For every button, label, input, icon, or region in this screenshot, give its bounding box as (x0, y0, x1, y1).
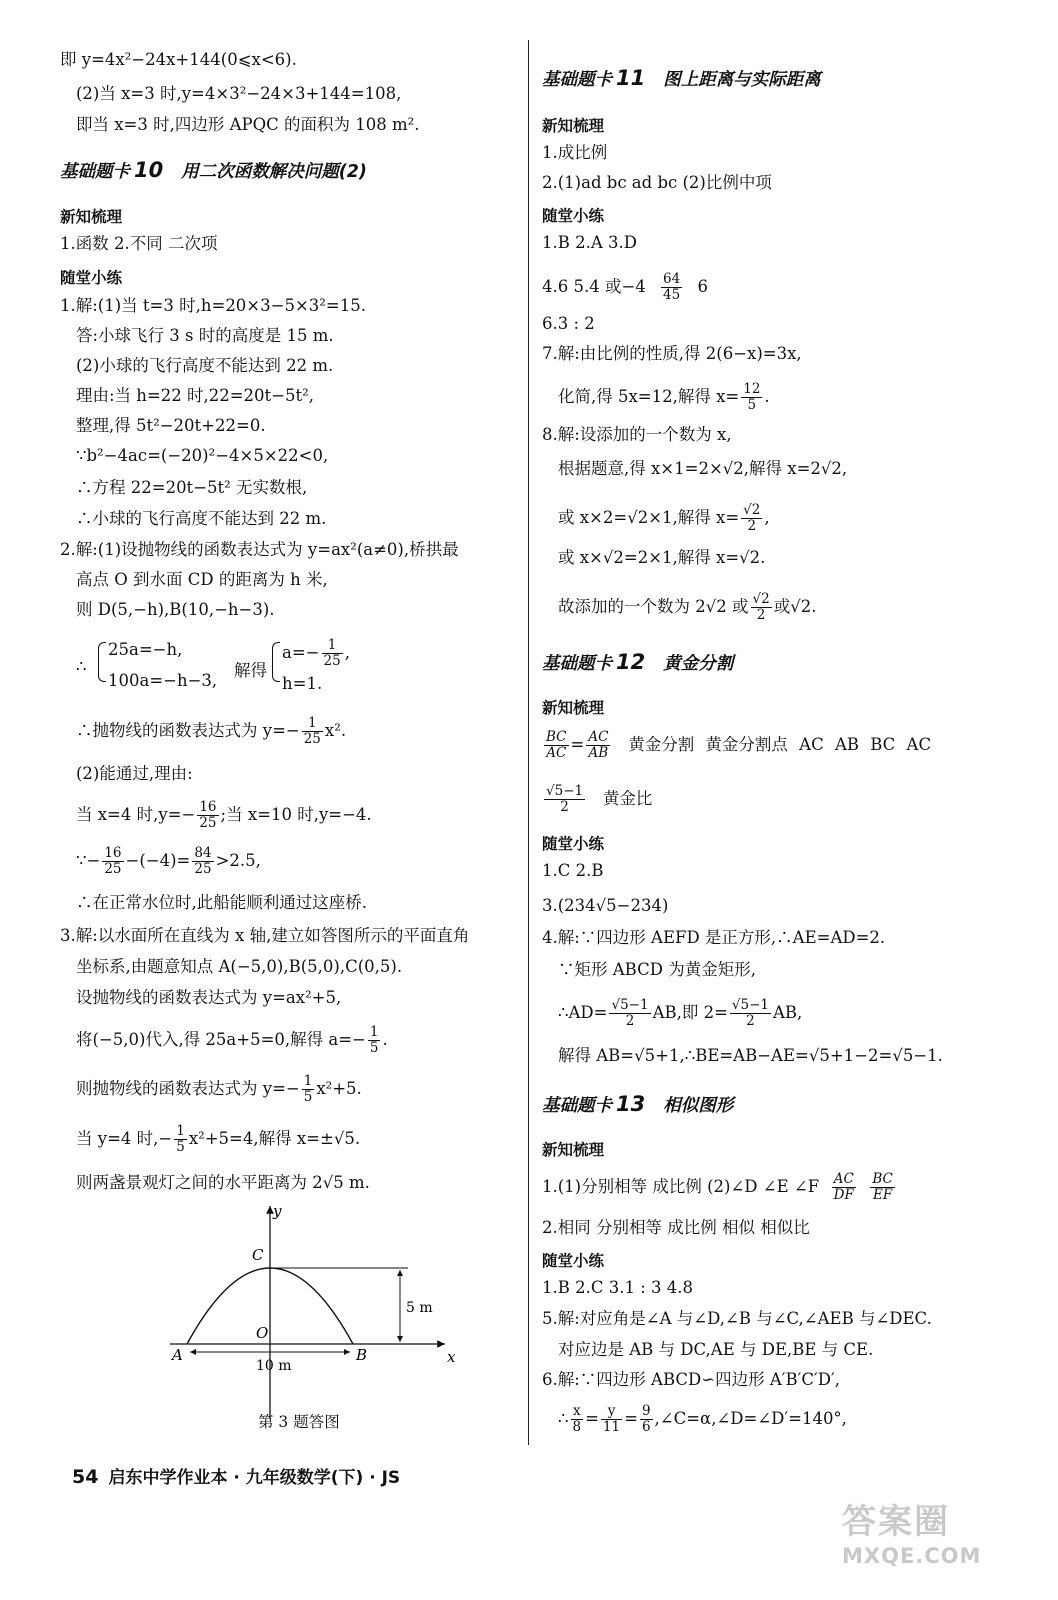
section-label: 随堂小练 (542, 207, 605, 225)
text-line: 坐标系,由题意知点 A(−5,0),B(5,0),C(0,5). (76, 957, 403, 976)
text-line: 将(−5,0)代入,得 25a+5=0,解得 a=− $\frac{1}{5}$ . (76, 1024, 388, 1056)
text-line: 故添加的一个数为 2√2 或 $\frac{√2}{2}$ 或√2. (558, 591, 817, 623)
watermark-text: 答案圈 (842, 1502, 950, 1542)
text-line: 4.解:∵四边形 AEFD 是正方形,∴AE=AD=2. (542, 928, 886, 947)
text-line: ∴在正常水位时,此船能顺利通过这座桥. (76, 893, 367, 912)
card-heading: 基础题卡 12 黄金分割 (542, 650, 734, 674)
text-line: ∵矩形 ABCD 为黄金矩形, (558, 960, 756, 979)
a-label: A (172, 1346, 183, 1364)
text-line: 答:小球飞行 3 s 时的高度是 15 m. (76, 326, 334, 345)
text-line: 1.B 2.A 3.D (542, 233, 637, 252)
text-line: ∵b²−4ac=(−20)²−4×5×22<0, (76, 446, 329, 465)
section-label: 随堂小练 (542, 1252, 605, 1270)
card-heading: 基础题卡 13 相似图形 (542, 1092, 734, 1116)
text-line: 6.解:∵四边形 ABCD∽四边形 A′B′C′D′, (542, 1370, 840, 1389)
text-line: 2.解:(1)设抛物线的函数表达式为 y=ax²(a≠0),桥拱最 (60, 540, 459, 559)
text-line: 6.3 : 2 (542, 314, 595, 333)
text-line: 4.6 5.4 或−4 $\frac{64}{45}$ 6 (542, 271, 708, 303)
text-line: 设抛物线的函数表达式为 y=ax²+5, (76, 988, 342, 1007)
equation-system: ∴ 25a=−h, 100a=−h−3, 解得 a=− $\frac{1}{25}$ , h=1. (76, 637, 350, 693)
text-line: 3.(234√5−234) (542, 896, 669, 915)
book-title: 启东中学作业本 · 九年级数学(下) · JS (108, 1468, 401, 1488)
text-line: 1.C 2.B (542, 861, 604, 880)
text-line: 8.解:设添加的一个数为 x, (542, 425, 732, 444)
text-line: 即当 x=3 时,四边形 APQC 的面积为 108 m². (76, 115, 420, 134)
text-line: 解得 AB=√5+1,∴BE=AB−AE=√5+1−2=√5−1. (558, 1046, 943, 1065)
text-line: 对应边是 AB 与 DC,AE 与 DE,BE 与 CE. (558, 1340, 874, 1359)
b-label: B (356, 1346, 368, 1364)
y-label: y (273, 1202, 282, 1220)
text-line: 1.B 2.C 3.1 : 3 4.8 (542, 1278, 693, 1297)
text-line: 或 x×2=√2×1,解得 x= $\frac{√2}{2}$ , (558, 502, 770, 534)
section-label: 新知梳理 (60, 208, 123, 226)
text-line: 1.(1)分别相等 成比例 (2)∠D ∠E ∠F $\frac{AC}{DF}$ $\frac{BC}{EF}$ (542, 1171, 893, 1203)
text-line: (2)当 x=3 时,y=4×3²−24×3+144=108, (76, 84, 402, 103)
text-line: ∴方程 22=20t−5t² 无实数根, (76, 478, 308, 497)
text-line: 5.解:对应角是∠A 与∠D,∠B 与∠C,∠AEB 与∠DEC. (542, 1309, 932, 1328)
column-divider (528, 40, 529, 1445)
text-line: 2.相同 分别相等 成比例 相似 相似比 (542, 1218, 810, 1237)
figure-caption: 第 3 题答图 (258, 1413, 340, 1431)
text-line: 1.函数 2.不同 二次项 (60, 234, 218, 253)
text-line: 或 x×√2=2×1,解得 x=√2. (558, 548, 766, 567)
section-label: 随堂小练 (542, 835, 605, 853)
text-line: 3.解:以水面所在直线为 x 轴,建立如答图所示的平面直角 (60, 926, 470, 945)
section-label: 新知梳理 (542, 117, 605, 135)
section-label: 新知梳理 (542, 1141, 605, 1159)
page-footer (72, 1463, 400, 1488)
text-line: ∴抛物线的函数表达式为 y=− $\frac{1}{25}$ x². (76, 715, 347, 747)
text-line: 理由:当 h=22 时,22=20t−5t², (76, 386, 315, 405)
text-line: 7.解:由比例的性质,得 2(6−x)=3x, (542, 344, 802, 363)
width-label: 10 m (256, 1358, 292, 1374)
text-line: 高点 O 到水面 CD 的距离为 h 米, (76, 570, 328, 589)
card-heading: 基础题卡 10 用二次函数解决问题(2) (60, 158, 367, 182)
text-line: (2)能通过,理由: (76, 764, 193, 783)
text-line: 则 D(5,−h),B(10,−h−3). (76, 600, 275, 619)
c-label: C (252, 1246, 264, 1264)
x-label: x (447, 1348, 456, 1366)
section-label: 随堂小练 (60, 269, 123, 287)
text-line: ∴ $\frac{x}{8}$ = $\frac{y}{11}$ = $\frac{9}{6}$ ,∠C=α,∠D=∠D′=140°, (558, 1403, 847, 1435)
text-line: $\frac{BC}{AC}$ = $\frac{AC}{AB}$ 黄金分割 黄金分割点 AC AB BC AC (546, 729, 932, 761)
text-line: 1.成比例 (542, 143, 608, 162)
text-line: ∴AD= $\frac{√5-1}{2}$ AB,即 2= $\frac{√5-1}{2}$ AB, (558, 997, 803, 1029)
card-heading: 基础题卡 11 图上距离与实际距离 (542, 66, 821, 90)
text-line: 当 y=4 时,− $\frac{1}{5}$ x²+5=4,解得 x=±√5. (76, 1123, 361, 1155)
text-line: (2)小球的飞行高度不能达到 22 m. (76, 356, 334, 375)
text-line: 根据题意,得 x×1=2×√2,解得 x=2√2, (558, 459, 848, 478)
o-label: O (256, 1324, 269, 1342)
text-line: 则抛物线的函数表达式为 y=− $\frac{1}{5}$ x²+5. (76, 1073, 362, 1105)
text-line: 化简,得 5x=12,解得 x= $\frac{12}{5}$ . (558, 381, 770, 413)
height-label: 5 m (406, 1300, 433, 1316)
text-line: $\frac{√5-1}{2}$ 黄金比 (546, 783, 653, 815)
section-label: 新知梳理 (542, 699, 605, 717)
text-line: 整理,得 5t²−20t+22=0. (76, 416, 266, 435)
text-line: 当 x=4 时,y=− $\frac{16}{25}$ ;当 x=10 时,y=−4. (76, 799, 372, 831)
watermark-url: MXQE.COM (842, 1544, 982, 1568)
text-line: ∵− $\frac{16}{25}$ −(−4)= $\frac{84}{25}$ >2.5, (76, 845, 261, 877)
page-number: 54 (72, 1466, 99, 1488)
watermark-logo (842, 1500, 1012, 1592)
text-line: 即 y=4x²−24x+144(0⩽x<6). (60, 50, 297, 69)
text-line: ∴小球的飞行高度不能达到 22 m. (76, 509, 327, 528)
text-line: 则两盏景观灯之间的水平距离为 2√5 m. (76, 1173, 370, 1192)
parabola-figure (160, 1200, 460, 1420)
text-line: 1.解:(1)当 t=3 时,h=20×3−5×3²=15. (60, 296, 366, 315)
text-line: 2.(1)ad bc ad bc (2)比例中项 (542, 173, 772, 192)
